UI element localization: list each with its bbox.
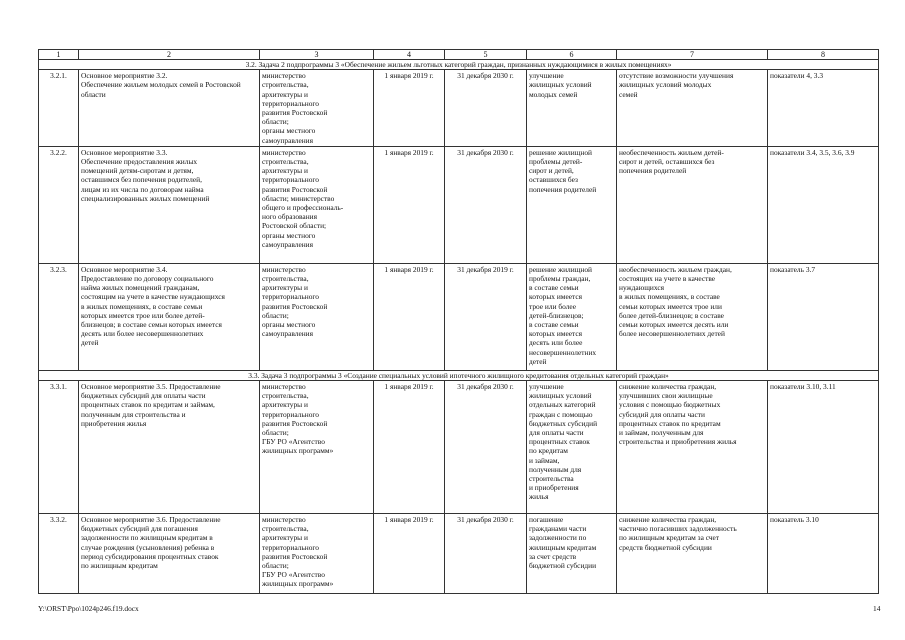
column-number: 6	[527, 50, 617, 60]
row-number: 3.2.1.	[39, 70, 79, 147]
activity-cell: Основное мероприятие 3.3. Обеспечение предоставления жилых помещений детям-сиротам и детям, оставшимся без попечения родителей, лицам из их числа по договорам найма специализированных жилых помещений	[79, 146, 260, 263]
table-row	[39, 381, 879, 514]
start-date-cell: 1 января 2019 г.	[374, 514, 445, 594]
executor-cell: министерство строительства, архитектуры и территориального развития Ростовской области; министерство общего и профессиональ- ного образования Ростовской области; органы местного самоуправления	[260, 146, 374, 263]
result-cell: решение жилищной проблемы граждан, в составе семьи которых имеется трое или более детей-близнецов; в составе семьи которых имеется десять или более несовершеннолетних детей	[527, 263, 617, 370]
result-cell: решение жилищной проблемы детей- сирот и детей, оставшихся без попечения родителей	[527, 146, 617, 263]
end-date-cell: 31 декабря 2030 г.	[445, 70, 527, 147]
page-number: 14	[873, 604, 881, 613]
indicators-cell: показатель 3.10	[768, 514, 879, 594]
start-date-cell: 1 января 2019 г.	[374, 381, 445, 514]
consequence-cell: снижение количества граждан, частично погасивших задолженность по жилищным кредитам за счет средств бюджетной субсидии	[617, 514, 768, 594]
table-row	[39, 70, 879, 147]
consequence-cell: необеспеченность жильем граждан, состоящих на учете в качестве нуждающихся в жилых помещениях, в составе семьи которых имеется трое или более детей-близнецов; в составе семьи которых имеется десять или более несовершеннолетних детей	[617, 263, 768, 370]
start-date-cell: 1 января 2019 г.	[374, 263, 445, 370]
indicators-cell: показатели 3.4, 3.5, 3.6, 3.9	[768, 146, 879, 263]
row-number: 3.2.3.	[39, 263, 79, 370]
section-row	[39, 370, 879, 380]
row-number: 3.3.1.	[39, 381, 79, 514]
end-date-cell: 31 декабря 2030 г.	[445, 381, 527, 514]
end-date-cell: 31 декабря 2030 г.	[445, 514, 527, 594]
column-number: 3	[260, 50, 374, 60]
start-date-cell: 1 января 2019 г.	[374, 146, 445, 263]
executor-cell: министерство строительства, архитектуры и территориального развития Ростовской области; органы местного самоуправления	[260, 70, 374, 147]
indicators-cell: показатели 3.10, 3.11	[768, 381, 879, 514]
table-row	[39, 146, 879, 263]
indicators-cell: показатель 3.7	[768, 263, 879, 370]
activity-cell: Основное мероприятие 3.5. Предоставление бюджетных субсидий для оплаты части процентных ставок по кредитам и займам, полученным для строительства и приобретения жилья	[79, 381, 260, 514]
row-number: 3.3.2.	[39, 514, 79, 594]
activity-cell: Основное мероприятие 3.2. Обеспечение жильем молодых семей в Ростовской области	[79, 70, 260, 147]
executor-cell: министерство строительства, архитектуры и территориального развития Ростовской области; ГБУ РО «Агентство жилищных программ»	[260, 514, 374, 594]
footer-file-path: Y:\ORST\Ppo\1024p246.f19.docx	[38, 604, 139, 613]
column-number: 1	[39, 50, 79, 60]
column-number-row	[39, 50, 879, 60]
consequence-cell: снижение количества граждан, улучшивших свои жилищные условия с помощью бюджетных субсидий для оплаты части процентных ставок по кредитам и займам, полученным для строительства и приобретения жилья	[617, 381, 768, 514]
result-cell: погашение гражданами части задолженности по жилищным кредитам за счет средств бюджетной субсидии	[527, 514, 617, 594]
activity-cell: Основное мероприятие 3.4. Предоставление по договору социального найма жилых помещений гражданам, состоящим на учете в качестве нуждающихся в жилых помещениях, в составе семьи которых имеется трое или более детей- близнецов; в составе семьи которых имеется десять или более несовершеннолетних детей	[79, 263, 260, 370]
activity-cell: Основное мероприятие 3.6. Предоставление бюджетных субсидий для погашения задолженности по жилищным кредитам в случае рождения (усыновления) ребенка в период субсидирования процентных ставок по жилищным кредитам	[79, 514, 260, 594]
indicators-cell: показатели 4, 3.3	[768, 70, 879, 147]
column-number: 5	[445, 50, 527, 60]
result-cell: улучшение жилищных условий отдельных категорий граждан с помощью бюджетных субсидий для оплаты части процентных ставок по кредитам и займам, полученным для строительства и приобретения жилья	[527, 381, 617, 514]
column-number: 2	[79, 50, 260, 60]
table-row	[39, 263, 879, 370]
column-number: 8	[768, 50, 879, 60]
column-number: 4	[374, 50, 445, 60]
executor-cell: министерство строительства, архитектуры и территориального развития Ростовской области; ГБУ РО «Агентство жилищных программ»	[260, 381, 374, 514]
consequence-cell: необеспеченность жильем детей- сирот и детей, оставшихся без попечения родителей	[617, 146, 768, 263]
section-row	[39, 60, 879, 70]
activities-table	[38, 49, 879, 594]
consequence-cell: отсутствие возможности улучшения жилищных условий молодых семей	[617, 70, 768, 147]
section-heading-3-3: 3.3. Задача 3 подпрограммы 3 «Создание специальных условий ипотечного жилищного кредитования отдельных категорий граждан»	[39, 370, 879, 380]
section-heading-3-2: 3.2. Задача 2 подпрограммы 3 «Обеспечение жильем льготных категорий граждан, признанных нуждающимися в жилых помещениях»	[39, 60, 879, 70]
executor-cell: министерство строительства, архитектуры и территориального развития Ростовской области; органы местного самоуправления	[260, 263, 374, 370]
table-row	[39, 514, 879, 594]
end-date-cell: 31 декабря 2030 г.	[445, 146, 527, 263]
end-date-cell: 31 декабря 2019 г.	[445, 263, 527, 370]
result-cell: улучшение жилищных условий молодых семей	[527, 70, 617, 147]
start-date-cell: 1 января 2019 г.	[374, 70, 445, 147]
row-number: 3.2.2.	[39, 146, 79, 263]
column-number: 7	[617, 50, 768, 60]
